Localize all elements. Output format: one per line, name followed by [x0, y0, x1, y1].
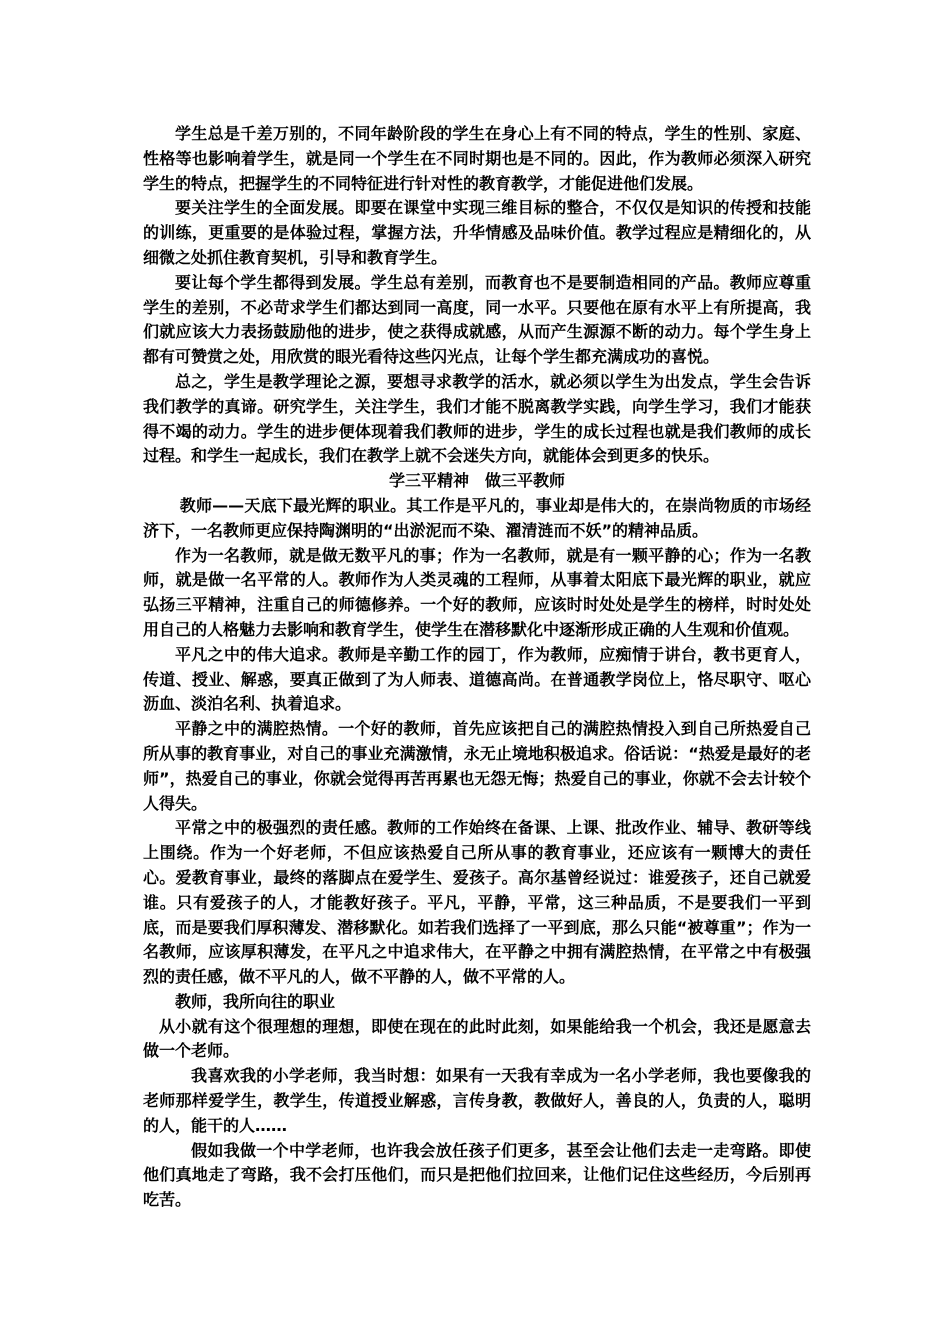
- paragraph-ordinary-pursuit: 平凡之中的伟大追求。教师是辛勤工作的园丁，作为教师，应痴情于讲台，教书更育人，传道、授业、解惑，要真正做到了为人师表、道德高尚。在普通教学岗位上，恪尽职守、呕心沥血、淡泊名利、执着追求。: [143, 644, 811, 714]
- paragraph-as-a-teacher: 作为一名教师，就是做无数平凡的事；作为一名教师，就是有一颗平静的心；作为一名教师，就是做一名平常的人。教师作为人类灵魂的工程师，从事着太阳底下最光辉的职业，就应弘扬三平精神，注重自己的师德修养。一个好的教师，应该时时处处是学生的榜样，时时处处用自己的人格魅力去影响和教育学生，使学生在潜移默化中逐渐形成正确的人生观和价值观。: [143, 545, 811, 639]
- paragraph-primary-teacher: 我喜欢我的小学老师，我当时想：如果有一天我有幸成为一名小学老师，我也要像我的老师那样爱学生，教学生，传道授业解惑，言传身教，教做好人，善良的人，负责的人，聪明的人，能干的人……: [143, 1066, 811, 1135]
- section-title: 学三平精神 做三平教师: [388, 471, 565, 491]
- paragraph-responsibility: 平常之中的极强烈的责任感。教师的工作始终在备课、上课、批改作业、辅导、教研等线上围绕。作为一个好老师，不但应该热爱自己所从事的教育事业，还应该有一颗博大的责任心。爱教育事业，最终的落脚点在爱学生、爱孩子。高尔基曾经说过：谁爱孩子，还自己就爱谁。只有爱孩子的人，才能教好孩子。平凡，平静，平常，这三种品质，不是要我们一平到底，而是要我们厚积薄发、潜移默化。如若我们选择了一平到底，那么只能“被尊重”；作为一名教师，应该厚积薄发，在平凡之中追求伟大，在平静之中拥有满腔热情，在平常之中有极强烈的责任感，做不平凡的人，做不平静的人，做不平常的人。: [143, 818, 811, 987]
- paragraph-childhood-ideal: 从小就有这个很理想的理想，即使在现在的此时此刻，如果能给我一个机会，我还是愿意去做一个老师。: [143, 1016, 811, 1061]
- paragraph-calm-passion: 平静之中的满腔热情。一个好的教师，首先应该把自己的满腔热情投入到自己所热爱自己所从事的教育事业，对自己的事业充满激情，永无止境地积极追求。俗话说：“热爱是最好的老师”，热爱自己的事业，你就会觉得再苦再累也无怨无悔；热爱自己的事业，你就不会去计较个人得失。: [143, 719, 811, 813]
- subheading-dream-profession: 教师，我所向往的职业: [175, 991, 336, 1011]
- paragraph-every-student-develops: 要让每个学生都得到发展。学生总有差别，而教育也不是要制造相同的产品。教师应尊重学生的差别，不必苛求学生们都达到同一高度，同一水平。只要他在原有水平上有所提高，我们就应该大力表扬鼓励他的进步，使之获得成就感，从而产生源源不断的动力。每个学生身上都有可赞赏之处，用欣赏的眼光看待这些闪光点，让每个学生都充满成功的喜悦。: [143, 272, 811, 367]
- document-page: [143, 122, 811, 1213]
- paragraph-middle-school-teacher: 假如我做一个中学老师，也许我会放任孩子们更多，甚至会让他们去走一走弯路。即使他们真地走了弯路，我不会打压他们，而只是把他们拉回来，让他们记住这些经历，今后别再吃苦。: [143, 1140, 811, 1210]
- paragraph-holistic-development: 要关注学生的全面发展。即要在课堂中实现三维目标的整合，不仅仅是知识的传授和技能的训练，更重要的是体验过程，掌握方法，升华情感及品味价值。教学过程应是精细化的，从细微之处抓住教育契机，引导和教育学生。: [143, 198, 811, 267]
- paragraph-conclusion: 总之，学生是教学理论之源，要想寻求教学的活水，就必须以学生为出发点，学生会告诉我们教学的真谛。研究学生，关注学生，我们才能不脱离教学实践，向学生学习，我们才能获得不竭的动力。学生的进步便体现着我们教师的进步，学生的成长过程也就是我们教师的成长过程。和学生一起成长，我们在教学上就不会迷失方向，就能体会到更多的快乐。: [143, 371, 811, 466]
- paragraph-teacher-profession: 教师——天底下最光辉的职业。其工作是平凡的，事业却是伟大的，在崇尚物质的市场经济下，一名教师更应保持陶渊明的“出淤泥而不染、濯清涟而不妖”的精神品质。: [143, 495, 811, 540]
- paragraph-students-differences: 学生总是千差万别的，不同年龄阶段的学生在身心上有不同的特点，学生的性别、家庭、性格等也影响着学生，就是同一个学生在不同时期也是不同的。因此，作为教师必须深入研究学生的特点，把握学生的不同特征进行针对性的教育教学，才能促进他们发展。: [143, 124, 811, 193]
